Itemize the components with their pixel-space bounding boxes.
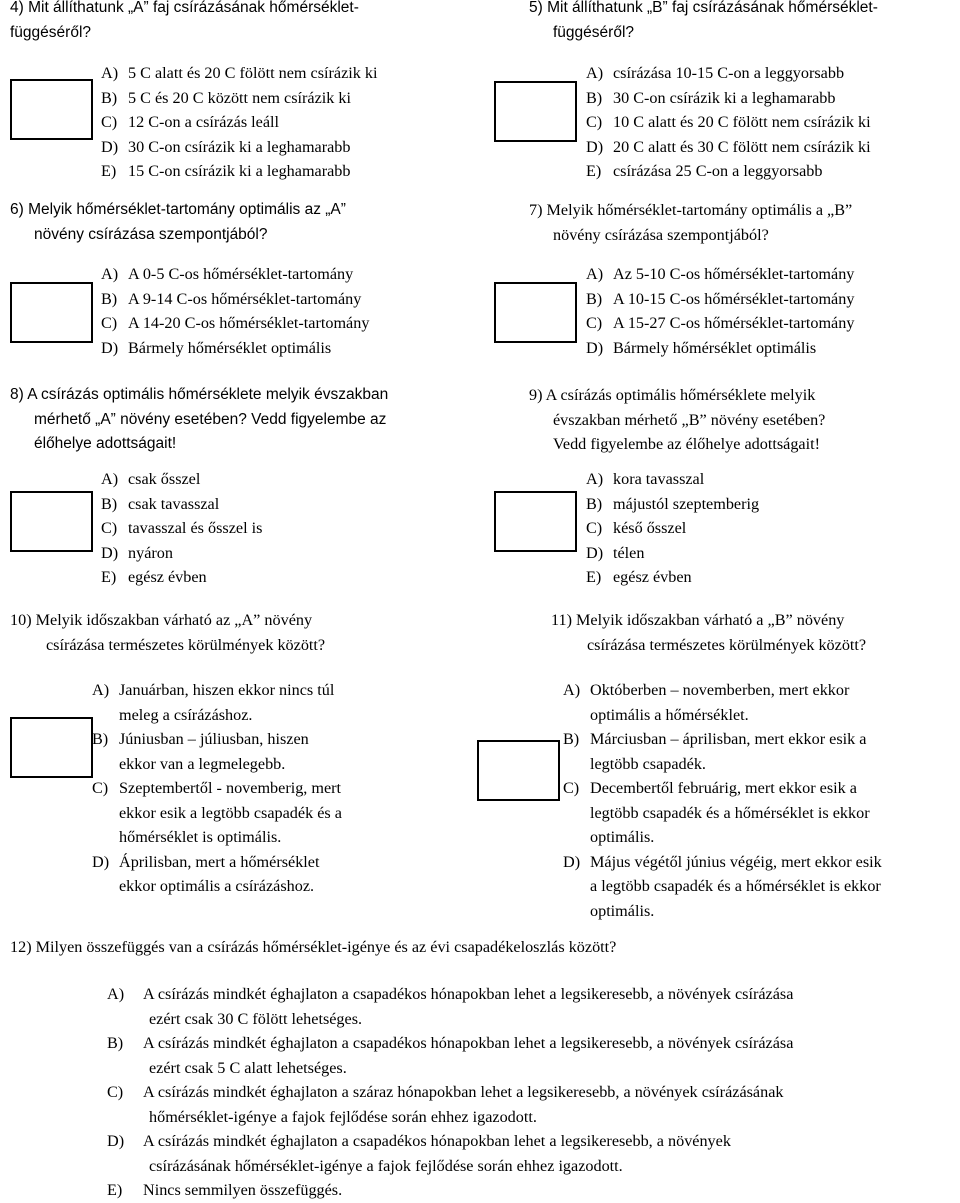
question-title-line: 12) Milyen összefüggés van a csírázás hőmérséklet-igénye és az évi csapadékeloszlás között? (10, 938, 617, 956)
question-12-title (10, 935, 616, 960)
option-c: C) A csírázás mindkét éghajlaton a száraz hónapokban lehet a legsikeresebb, a növények csírázásának hőmérséklet-igénye a fajok fejlődése során ehhez igazodott. (107, 1083, 784, 1126)
option-d: D) 20 C alatt és 30 C fölött nem csírázik ki (586, 137, 871, 156)
answer-box-q10[interactable] (10, 717, 93, 778)
question-title-line: Vedd figyelembe az élőhelye adottságait! (553, 435, 820, 453)
options-q11 (563, 678, 882, 923)
question-6-title (10, 198, 346, 247)
option-c: C) késő ősszel (586, 519, 687, 537)
options-q5 (586, 61, 871, 184)
question-title-line: függéséről? (10, 23, 92, 41)
option-d: D) A csírázás mindkét éghajlaton a csapadékos hónapokban lehet a legsikeresebb, a növények csírázásának hőmérséklet-igénye a fajok fejlődése során ehhez igazodott. (107, 1132, 731, 1175)
answer-box-q11[interactable] (477, 740, 560, 801)
option-a: A) Az 5-10 C-os hőmérséklet-tartomány (586, 265, 855, 283)
option-c: C) A 15-27 C-os hőmérséklet-tartomány (586, 314, 855, 332)
options-q12 (107, 982, 793, 1203)
answer-box-q7[interactable] (494, 282, 577, 343)
option-d: D) Bármely hőmérséklet optimális (586, 338, 817, 357)
option-b: B) Júniusban – júliusban, hiszen ekkor van a legmelegebb. (92, 730, 309, 773)
options-q4 (101, 61, 378, 184)
question-10-title (10, 608, 325, 657)
answer-box-q6[interactable] (10, 282, 93, 343)
question-title-line: 10) Melyik időszakban várható az „A” növény (10, 611, 313, 629)
answer-box-q4[interactable] (10, 79, 93, 140)
option-d: D) nyáron (101, 543, 173, 562)
question-title-line: élőhelye adottságait! (34, 435, 177, 452)
option-a: A) 5 C alatt és 20 C fölött nem csírázik ki (101, 64, 378, 82)
question-title-line: csírázása természetes körülmények között? (587, 635, 867, 654)
option-c: C) 12 C-on a csírázás leáll (101, 113, 280, 131)
option-d: D) télen (586, 543, 645, 562)
question-title-line: növény csírázása szempontjából? (553, 225, 769, 244)
option-a: A) A csírázás mindkét éghajlaton a csapadékos hónapokban lehet a legsikeresebb, a növények csírázása ezért csak 30 C fölött lehetséges. (107, 985, 794, 1028)
question-title-line: növény csírázása szempontjából? (34, 225, 268, 243)
question-title-line: 9) A csírázás optimális hőmérséklete melyik (529, 386, 816, 404)
question-title-line: csírázása természetes körülmények között? (46, 635, 326, 654)
option-b: B) 30 C-on csírázik ki a leghamarabb (586, 88, 836, 107)
question-title-line: függéséről? (553, 23, 635, 41)
option-c: C) A 14-20 C-os hőmérséklet-tartomány (101, 314, 370, 332)
option-e: E) egész évben (586, 568, 692, 586)
options-q6 (101, 262, 369, 360)
option-d: D) 30 C-on csírázik ki a leghamarabb (101, 137, 351, 156)
option-b: B) A 10-15 C-os hőmérséklet-tartomány (586, 289, 855, 308)
question-title-line: 11) Melyik időszakban várható a „B” növény (551, 611, 845, 629)
question-title-line: mérhető „A” növény esetében? Vedd figyelembe az (34, 410, 387, 428)
question-4-title (10, 0, 359, 45)
option-a: A) kora tavasszal (586, 470, 705, 488)
question-9-title (529, 383, 825, 457)
option-c: C) Szeptembertől - novemberig, mert ekkor esik a legtöbb csapadék és a hőmérséklet is optimális. (92, 779, 342, 846)
option-e: E) egész évben (101, 568, 207, 586)
question-title-line: 6) Melyik hőmérséklet-tartomány optimális az „A” (10, 201, 346, 218)
option-b: B) A csírázás mindkét éghajlaton a csapadékos hónapokban lehet a legsikeresebb, a növények csírázása ezért csak 5 C alatt lehetséges. (107, 1034, 794, 1077)
options-q7 (586, 262, 854, 360)
question-11-title (551, 608, 866, 657)
question-5-title (529, 0, 878, 45)
answer-box-q5[interactable] (494, 81, 577, 142)
option-a: A) Januárban, hiszen ekkor nincs túl meleg a csírázáshoz. (92, 681, 335, 724)
options-q9 (586, 467, 759, 590)
option-a: A) Októberben – novemberben, mert ekkor optimális a hőmérséklet. (563, 681, 850, 724)
option-b: B) A 9-14 C-os hőmérséklet-tartomány (101, 289, 362, 308)
answer-box-q8[interactable] (10, 491, 93, 552)
option-b: B) csak tavasszal (101, 494, 220, 513)
option-c: C) 10 C alatt és 20 C fölött nem csírázik ki (586, 113, 871, 131)
question-title-line: 8) A csírázás optimális hőmérséklete melyik évszakban (10, 386, 389, 403)
question-title-line: évszakban mérhető „B” növény esetében? (553, 410, 826, 429)
question-8-title (10, 383, 388, 457)
option-c: C) Decembertől februárig, mert ekkor esik a legtöbb csapadék és a hőmérséklet is ekkor optimális. (563, 779, 870, 846)
options-q8 (101, 467, 262, 590)
question-title-line: 5) Mit állíthatunk „B” faj csírázásának hőmérséklet- (529, 0, 878, 16)
option-c: C) tavasszal és ősszel is (101, 519, 263, 537)
option-a: A) A 0-5 C-os hőmérséklet-tartomány (101, 265, 354, 283)
question-7-title (529, 198, 852, 247)
option-b: B) Márciusban – áprilisban, mert ekkor esik a legtöbb csapadék. (563, 730, 867, 773)
option-d: D) Bármely hőmérséklet optimális (101, 338, 332, 357)
option-b: B) májustól szeptemberig (586, 494, 760, 513)
options-q10 (92, 678, 342, 899)
option-d: D) Áprilisban, mert a hőmérséklet ekkor optimális a csírázáshoz. (92, 852, 320, 895)
option-a: A) csak ősszel (101, 470, 201, 488)
question-title-line: 4) Mit állíthatunk „A” faj csírázásának hőmérséklet- (10, 0, 359, 16)
option-a: A) csírázása 10-15 C-on a leggyorsabb (586, 64, 845, 82)
question-title-line: 7) Melyik hőmérséklet-tartomány optimális a „B” (529, 201, 853, 219)
option-e: E) 15 C-on csírázik ki a leghamarabb (101, 162, 351, 180)
option-d: D) Május végétől június végéig, mert ekkor esik a legtöbb csapadék és a hőmérséklet is ekkor optimális. (563, 852, 882, 920)
option-e: E) Nincs semmilyen összefüggés. (107, 1181, 343, 1199)
option-e: E) csírázása 25 C-on a leggyorsabb (586, 162, 823, 180)
option-b: B) 5 C és 20 C között nem csírázik ki (101, 88, 351, 107)
answer-box-q9[interactable] (494, 491, 577, 552)
